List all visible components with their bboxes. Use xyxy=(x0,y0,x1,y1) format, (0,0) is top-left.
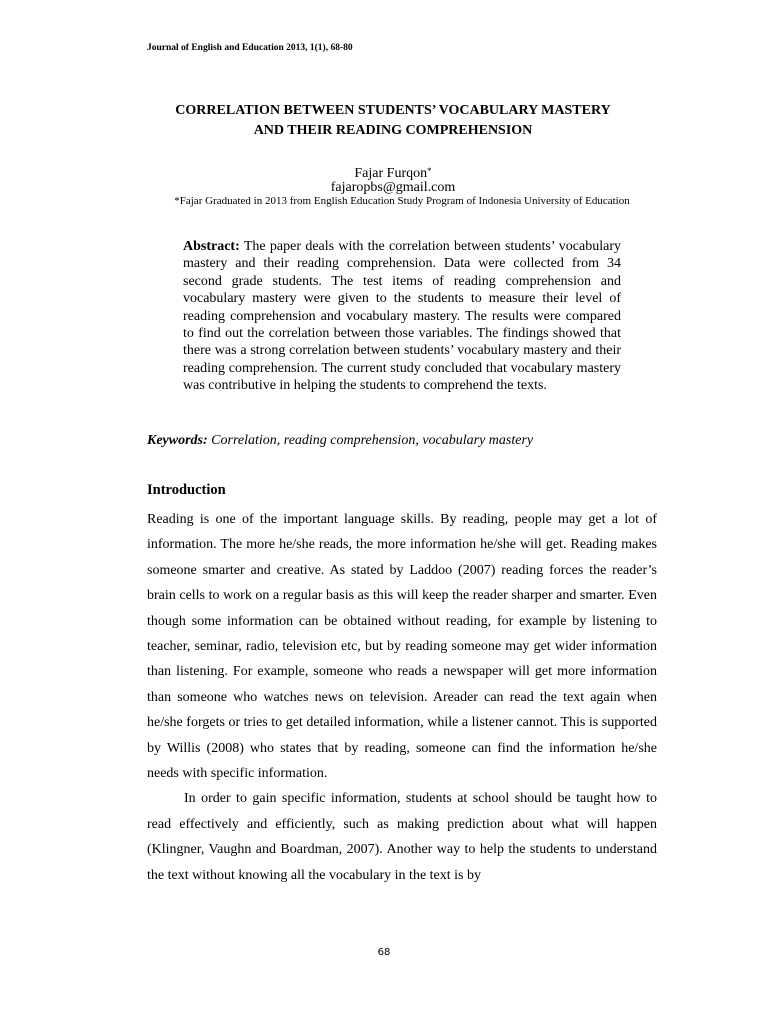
author-marker: * xyxy=(427,166,432,176)
abstract-text: The paper deals with the correlation between students’ vocabulary mastery and their reading comprehension. Data were collected from 34 second grade students. The test items of reading comprehension and vocabulary mastery were given to the students to measure their level of reading comprehension and vocabulary mastery. The results were compared to find out the correlation between those variables. The findings showed that there was a strong correlation between students’ vocabulary mastery and their reading comprehension. The current study concluded that vocabulary mastery was contributive in helping the students to comprehend the texts. xyxy=(183,239,621,394)
author-email: fajaropbs@gmail.com xyxy=(330,180,456,195)
abstract-label: Abstract: xyxy=(183,239,240,254)
keywords xyxy=(147,432,627,450)
author-affiliation: *Fajar Graduated in 2013 from English Education Study Program of Indonesia University of Education xyxy=(174,195,630,207)
section-heading-introduction: Introduction xyxy=(147,482,226,498)
title-line-1: CORRELATION BETWEEN STUDENTS’ VOCABULARY MASTERY xyxy=(175,103,611,118)
introduction-paragraph-1: Reading is one of the important language skills. By reading, people may get a lot of information. The more he/she reads, the more information he/she will get. Reading makes someone smarter and creative. As stated by Laddoo (2007) reading forces the reader’s brain cells to work on a regular basis as this will keep the reader sharper and smarter. Even though some information can be obtained without reading, for example by listening to teacher, seminar, radio, television etc, but by reading someone may get wider information than listening. For example, someone who reads a newspaper will get more information than someone who watches news on television. Areader can read the text again when he/she forgets or tries to get detailed information, while a listener cannot. This is supported by Willis (2008) who states that by reading, someone can find the information he/she needs with specific information. xyxy=(147,512,657,782)
paper-title xyxy=(120,101,666,141)
author-name: Fajar Furqon xyxy=(354,166,428,181)
page-number: 68 xyxy=(377,947,391,958)
keywords-label: Keywords: xyxy=(147,433,208,448)
introduction-paragraph-2: In order to gain specific information, students at school should be taught how to read effectively and efficiently, such as making prediction about what will happen (Klingner, Vaughn and Boardman, 2007). Another way to help the students to understand the text without knowing all the vocabulary in the text is by xyxy=(147,791,657,883)
title-line-2: AND THEIR READING COMPREHENSION xyxy=(253,123,533,138)
introduction-body xyxy=(147,507,657,888)
journal-header: Journal of English and Education 2013, 1(1), 68-80 xyxy=(147,43,353,53)
abstract xyxy=(183,238,621,395)
keywords-text: Correlation, reading comprehension, vocabulary mastery xyxy=(211,433,534,448)
